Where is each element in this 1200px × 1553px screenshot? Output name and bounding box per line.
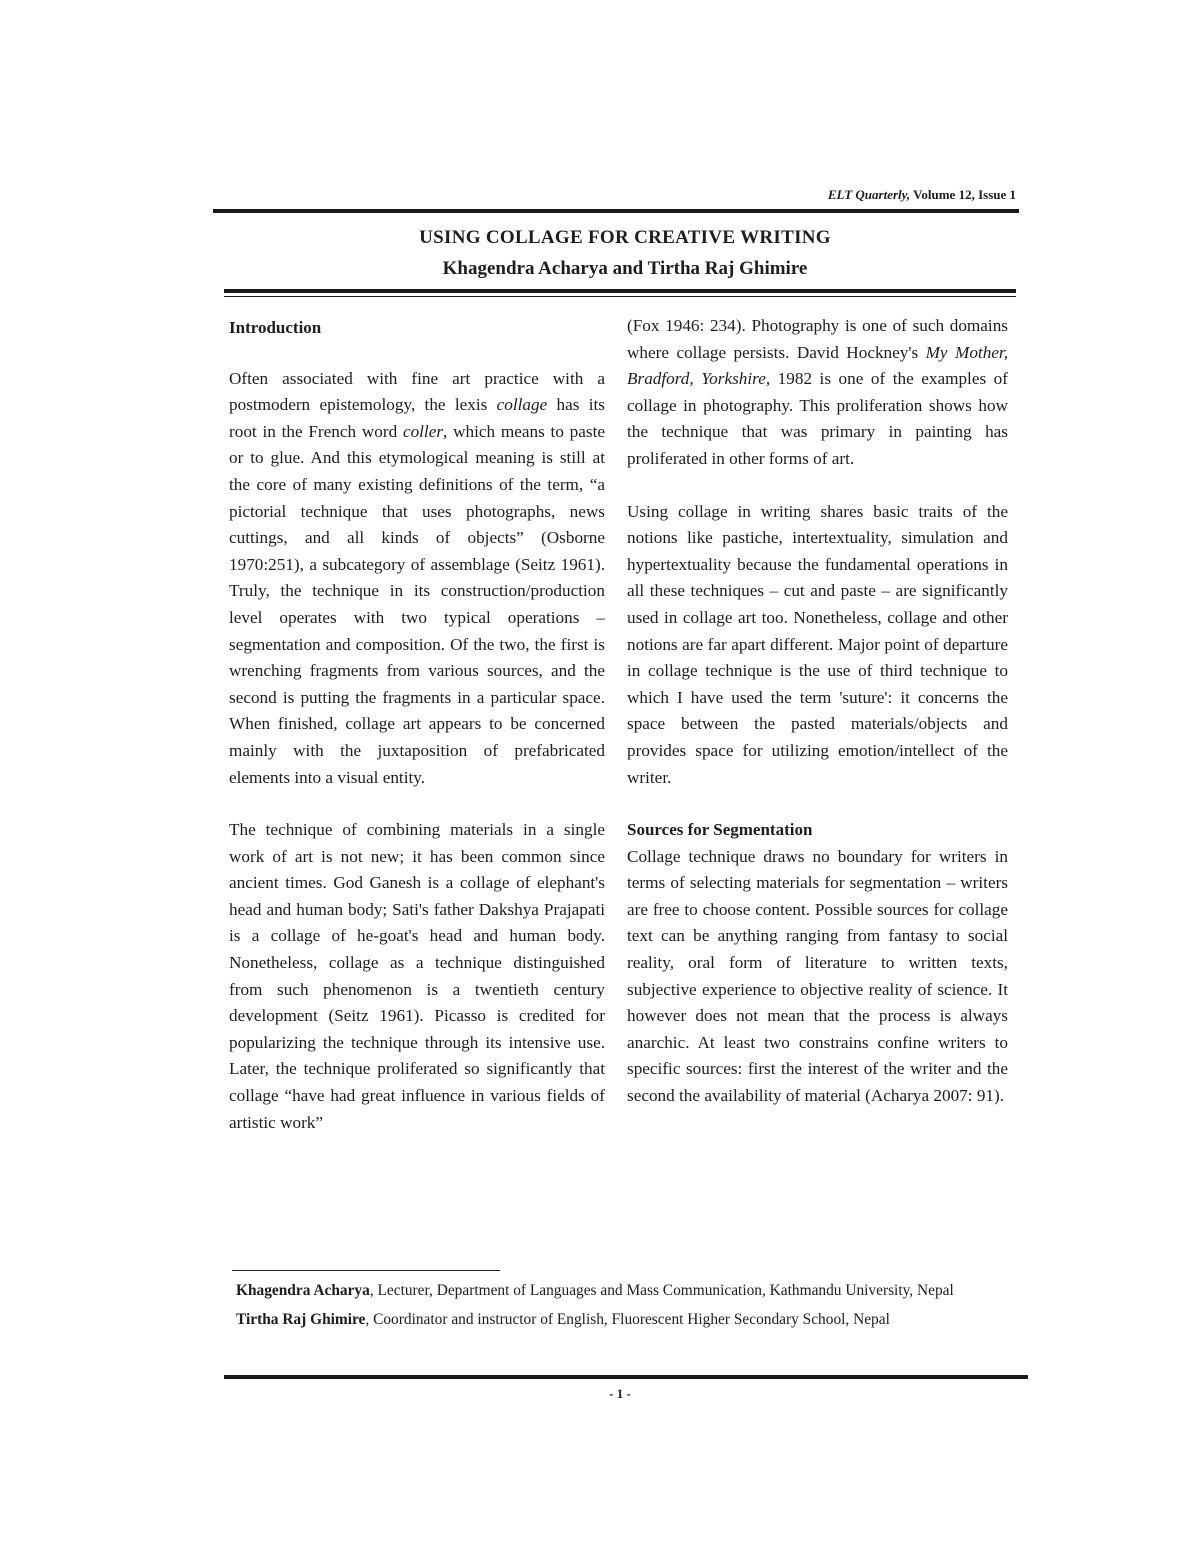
volume-issue: Volume 12, Issue 1 [910, 187, 1016, 202]
artwork-title: My Mother, Bradford, Yorkshire, [627, 342, 1009, 389]
left-column [229, 313, 605, 1136]
title-rule [224, 289, 1016, 293]
author-footnotes [236, 1276, 1020, 1334]
header-rule [213, 209, 1019, 213]
journal-name: ELT Quarterly, [827, 187, 911, 202]
paragraph-2: The technique of combining materials in a single work of art is not new; it has been common since ancient times. God Ganesh is a collage of elephant's head and human body; Sati's father Dakshya Prajapati is a collage of he-goat's head and human body. Nonetheless, collage as a technique distinguished from such phenomenon is a twentieth century development (Seitz 1961). Picasso is credited for popularizing the technique through its intensive use. Later, the technique proliferated so significantly that collage “have had great influence in various fields of artistic work” [229, 820, 605, 1132]
article-authors: Khagendra Acharya and Tirtha Raj Ghimire [442, 258, 808, 279]
article-title: USING COLLAGE FOR CREATIVE WRITING [419, 227, 831, 248]
paragraph-1: Often associated with fine art practice with a postmodern epistemology, the lexis collage has its root in the French word coller, which means to paste or to glue. And this etymological meaning is still at the core of many existing definitions of the term, “a pictorial technique that uses photographs, news cuttings, and all kinds of objects” (Osborne 1970:251), a subcategory of assemblage (Seitz 1961). Truly, the technique in its construction/production level operates with two typical operations – segmentation and composition. Of the two, the first is wrenching fragments from various sources, and the second is putting the fragments in a particular space. When finished, collage art appears to be concerned mainly with the juxtaposition of prefabricated elements into a visual entity. [229, 368, 605, 787]
sources-heading: Sources for Segmentation [627, 820, 813, 840]
footnote-author-1: Khagendra Acharya, Lecturer, Department of Languages and Mass Communication, Kathmandu University, Nepal [236, 1282, 954, 1299]
paragraph-3: (Fox 1946: 234). Photography is one of such domains where collage persists. David Hockney's My Mother, Bradford, Yorkshire, 1982 is one of the examples of collage in photography. This proliferation shows how the technique that was primary in painting has proliferated in other forms of art. [627, 316, 1009, 468]
footnote-divider [232, 1270, 500, 1271]
running-head [828, 187, 1016, 203]
paragraph-4: Using collage in writing shares basic traits of the notions like pastiche, intertextuality, simulation and hypertextuality because the fundamental operations in all these techniques – cut and paste – are significantly used in collage art too. Nonetheless, collage and other notions are far apart different. Major point of departure in collage technique is the use of third technique to which I have used the term 'suture': it concerns the space between the pasted materials/objects and provides space for utilizing emotion/intellect of the writer. [627, 501, 1008, 787]
page-number: - 1 - [609, 1386, 631, 1401]
term-collage: collage [496, 395, 548, 415]
paragraph-5: Collage technique draws no boundary for writers in terms of selecting materials for segmentation – writers are free to choose content. Possible sources for collage text can be anything ranging from fantasy to social reality, oral form of literature to written texts, subjective experience to objective reality of science. It however does not mean that the process is always anarchic. At least two constrains confine writers to specific sources: first the interest of the writer and the second the availability of material (Acharya 2007: 91). [627, 846, 1008, 1106]
footnote-author-2: Tirtha Raj Ghimire, Coordinator and instructor of English, Fluorescent Higher Secondary School, Nepal [236, 1311, 890, 1328]
introduction-heading: Introduction [229, 318, 322, 337]
right-column [627, 313, 1008, 1110]
title-rule-thin [224, 296, 1016, 297]
term-coller: coller [402, 421, 444, 441]
footer-rule [224, 1375, 1028, 1379]
